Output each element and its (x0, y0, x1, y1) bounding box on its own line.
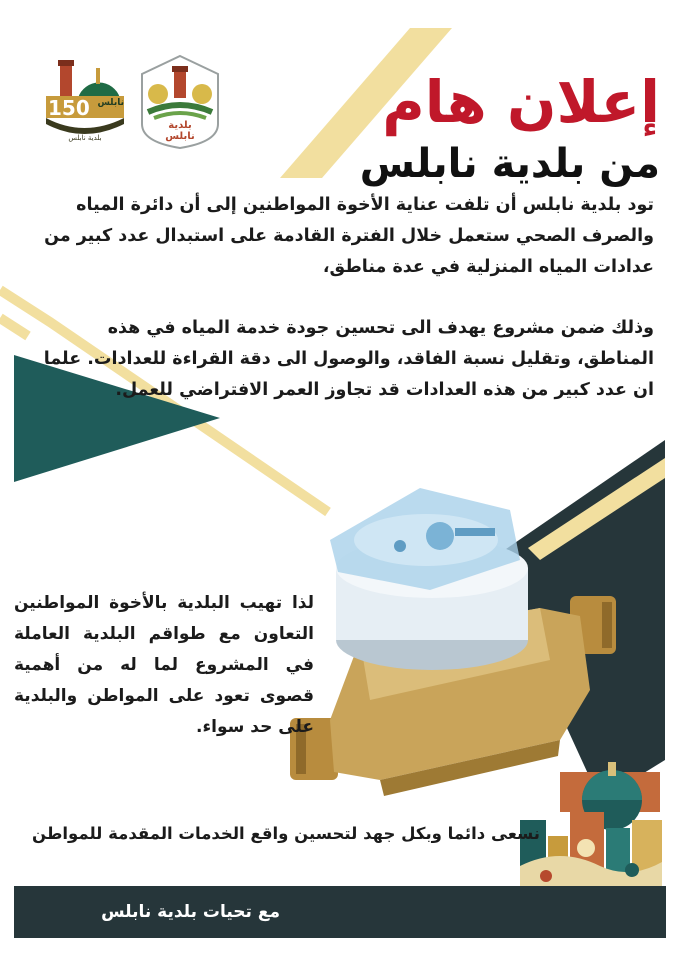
anniversary-logo-number: 150 (48, 96, 90, 120)
anniversary-logo-caption: بلدية نابلس (68, 134, 102, 142)
municipality-seal-label: بلدية نابلس (165, 120, 195, 142)
anniversary-logo-label: نابلس (97, 98, 124, 108)
footer-sign-off: مع تحيات بلدية نابلس (101, 902, 280, 922)
announcement-title: إعلان هام (382, 68, 660, 136)
municipality-seal (138, 54, 222, 150)
body-paragraph-2: وذلك ضمن مشروع يهدف الى تحسين جودة خدمة المياه في هذه المناطق، وتقليل نسبة الفاقد، والوصول الى دقة القراءة للعدادات. علما ان عدد كبير من هذه العدادات قد تجاوز العمر الافتراضي للعمل. (43, 318, 654, 400)
gold-stripe-left-2 (0, 318, 28, 336)
slogan-text: نسعى دائما وبكل جهد لتحسين واقع الخدمات المقدمة للمواطن (32, 824, 540, 843)
body-paragraph-1: تود بلدية نابلس أن تلفت عناية الأخوة المواطنين إلى أن دائرة المياه والصرف الصحي ستعمل خلال الفترة القادمة على استبدال عدد كبير من عدادات المياه المنزلية في عدة مناطق، (44, 195, 654, 277)
city-illustration (520, 762, 662, 886)
call-to-action-text: لذا تهيب البلدية بالأخوة المواطنين التعاون مع طواقم البلدية العاملة في المشروع لما له من أهمية قصوى تعود على المواطن والبلدية على حد سواء. (14, 593, 314, 737)
anniversary-logo (42, 58, 126, 150)
announcement-subtitle: من بلدية نابلس (359, 141, 660, 187)
